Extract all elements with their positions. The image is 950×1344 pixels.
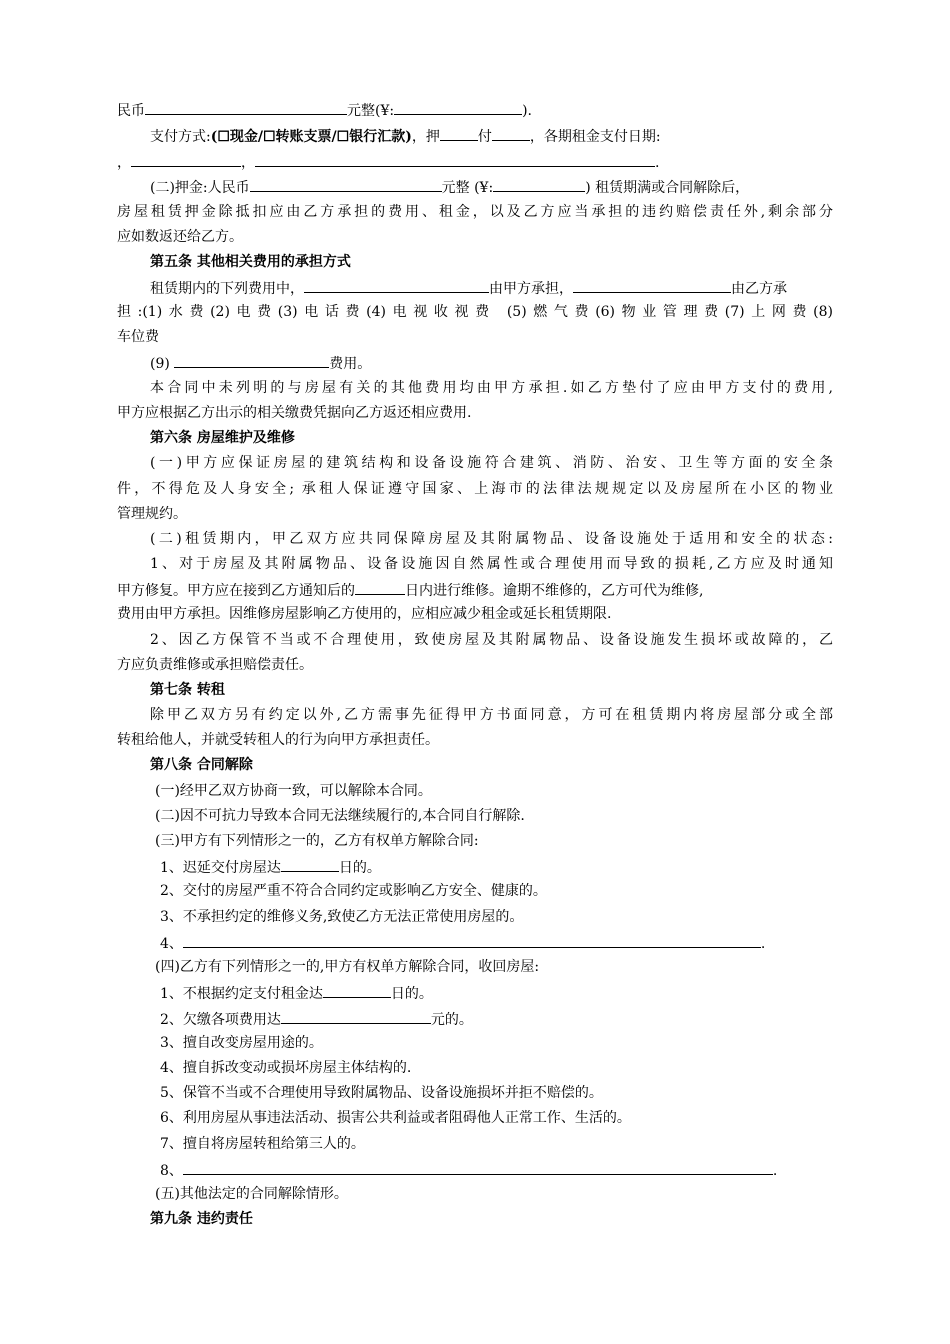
text: 租赁期内的下列费用中， <box>150 281 304 297</box>
text: 4、 <box>160 936 183 952</box>
text: ) 租赁期满或合同解除后， <box>585 180 750 196</box>
paragraph-line: 2、交付的房屋严重不符合合同约定或影响乙方安全、健康的。 <box>160 883 547 899</box>
other-fee-line <box>150 352 371 372</box>
paragraph-line: (二)因不可抗力导致本合同无法继续履行的,本合同自行解除. <box>155 808 525 824</box>
fee-list-line: 担:(1)水费(2)电费(3)电话费(4)电视收视费 (5)燃气费(6)物业管理费(7)上网费(8) <box>117 304 833 320</box>
text: 元整(¥: <box>347 103 395 119</box>
repair-days-line <box>117 579 703 599</box>
text: ，各期租金支付日期: <box>529 129 661 145</box>
delay-days-line <box>160 856 381 876</box>
text: 民币 <box>117 103 145 119</box>
text: 元的。 <box>430 1012 473 1028</box>
other-condition-line <box>160 932 765 952</box>
other-fee-blank[interactable] <box>174 352 329 368</box>
text: . <box>760 936 766 952</box>
rent-amount-blank[interactable] <box>145 99 347 115</box>
text: 由甲方承担， <box>489 281 573 297</box>
overdue-rent-line <box>160 982 433 1002</box>
paragraph-line: 费用由甲方承担。因维修房屋影响乙方使用的，应相应减少租金或延长租赁期限. <box>117 606 612 622</box>
text: ， <box>117 155 131 171</box>
deposit-number-blank[interactable] <box>493 176 585 192</box>
party-b-fees-blank[interactable] <box>573 277 731 293</box>
paragraph-line: 2、因乙方保管不当或不合理使用，致使房屋及其附属物品、设备设施发生损坏或故障的，乙 <box>150 632 833 648</box>
other-condition-blank[interactable] <box>183 1159 773 1175</box>
deposit-months-blank[interactable] <box>440 125 478 141</box>
text: 日的。 <box>390 986 433 1002</box>
text: 由乙方承 <box>731 281 787 297</box>
paragraph-line: 件，不得危及人身安全; 承租人保证遵守国家、上海市的法律法规规定以及房屋所在小区的物业 <box>117 481 833 497</box>
text: 1、不根据约定支付租金达 <box>160 986 323 1002</box>
text: 1、迟延交付房屋达 <box>160 860 281 876</box>
deposit-line <box>150 176 749 196</box>
text: 甲方修复。甲方应在接到乙方通知后的 <box>117 583 355 599</box>
paragraph-line: 车位费 <box>117 329 159 345</box>
paragraph-line: 5、保管不当或不合理使用导致附属物品、设备设施损坏并拒不赔偿的。 <box>160 1085 603 1101</box>
paragraph-line: (四)乙方有下列情形之一的,甲方有权单方解除合同，收回房屋: <box>155 959 540 975</box>
article-5-heading: 第五条 其他相关费用的承担方式 <box>150 254 351 270</box>
paragraph-line: 6、利用房屋从事违法活动、损害公共利益或者阻碍他人正常工作、生活的。 <box>160 1110 631 1126</box>
paragraph-line: (一)经甲乙双方协商一致，可以解除本合同。 <box>155 783 432 799</box>
payment-date-blank-1[interactable] <box>131 151 241 167</box>
article-9-heading: 第九条 违约责任 <box>150 1211 253 1227</box>
paragraph-line: 7、擅自将房屋转租给第三人的。 <box>160 1136 365 1152</box>
text: 付 <box>477 129 492 145</box>
paragraph-line: 3、不承担约定的维修义务,致使乙方无法正常使用房屋的。 <box>160 909 524 925</box>
paragraph-line: 甲方应根据乙方出示的相关缴费凭据向乙方返还相应费用. <box>117 405 472 421</box>
text: 2、欠缴各项费用达 <box>160 1012 281 1028</box>
article-6-heading: 第六条 房屋维护及维修 <box>150 430 295 446</box>
text: 费用。 <box>329 356 372 372</box>
delay-days-blank[interactable] <box>281 856 339 872</box>
paragraph-line: 4、擅自拆改变动或损坏房屋主体结构的. <box>160 1060 412 1076</box>
text: 日的。 <box>338 860 381 876</box>
overdue-rent-days-blank[interactable] <box>323 982 391 998</box>
fee-bearer-line <box>150 277 787 297</box>
paragraph-line: (五)其他法定的合同解除情形。 <box>155 1186 348 1202</box>
rent-amount-number-blank[interactable] <box>394 99 522 115</box>
paragraph-line: 转租给他人，并就受转租人的行为向甲方承担责任。 <box>117 732 439 748</box>
text: 日内进行维修。逾期不维修的，乙方可代为维修, <box>405 583 704 599</box>
text: 8、 <box>160 1163 183 1179</box>
paragraph-line: (二)租赁期内，甲乙双方应共同保障房屋及其附属物品、设备设施处于适用和安全的状态: <box>150 531 833 547</box>
text: . <box>772 1163 778 1179</box>
paragraph-line: 管理规约。 <box>117 506 187 522</box>
overdue-fees-amount-blank[interactable] <box>281 1008 431 1024</box>
paragraph-line: 除甲乙双方另有约定以外,乙方需事先征得甲方书面同意，方可在租赁期内将房屋部分或全部 <box>150 707 833 723</box>
text: (二)押金:人民币 <box>150 180 250 196</box>
overdue-fees-line <box>160 1008 473 1028</box>
payment-options: (☐现金/☐转账支票/☐银行汇款) <box>210 129 412 145</box>
text: . <box>655 155 660 171</box>
payment-method-line <box>150 125 661 145</box>
text: ， <box>241 155 255 171</box>
paragraph-line: 3、擅自改变房屋用途的。 <box>160 1035 323 1051</box>
paragraph-line: 本合同中未列明的与房屋有关的其他费用均由甲方承担.如乙方垫付了应由甲方支付的费用, <box>150 380 833 396</box>
article-8-heading: 第八条 合同解除 <box>150 757 253 773</box>
deposit-amount-blank[interactable] <box>250 176 442 192</box>
paragraph-line: (三)甲方有下列情形之一的，乙方有权单方解除合同: <box>155 833 479 849</box>
payment-date-blank-2[interactable] <box>255 151 655 167</box>
payment-date-line <box>117 151 659 171</box>
rent-amount-line <box>117 99 532 119</box>
other-condition-blank[interactable] <box>183 932 761 948</box>
repair-days-blank[interactable] <box>355 579 405 595</box>
party-a-fees-blank[interactable] <box>304 277 489 293</box>
text: ，押 <box>411 129 440 145</box>
other-condition-line <box>160 1159 777 1179</box>
paragraph-line: 方应负责维修或承担赔偿责任。 <box>117 657 313 673</box>
paragraph-line: (一)甲方应保证房屋的建筑结构和设备设施符合建筑、消防、治安、卫生等方面的安全条 <box>150 455 833 471</box>
text: ). <box>522 103 533 119</box>
paragraph-line: 应如数返还给乙方。 <box>117 229 243 245</box>
text: 元整 (¥: <box>441 180 494 196</box>
paragraph-line: 房屋租赁押金除抵扣应由乙方承担的费用、租金，以及乙方应当承担的违约赔偿责任外,剩余部分 <box>117 204 833 220</box>
text: 支付方式: <box>150 129 211 145</box>
text: (9) <box>150 356 170 372</box>
pay-months-blank[interactable] <box>492 125 530 141</box>
article-7-heading: 第七条 转租 <box>150 682 225 698</box>
paragraph-line: 1、对于房屋及其附属物品、设备设施因自然属性或合理使用而导致的损耗,乙方应及时通知 <box>150 556 833 572</box>
